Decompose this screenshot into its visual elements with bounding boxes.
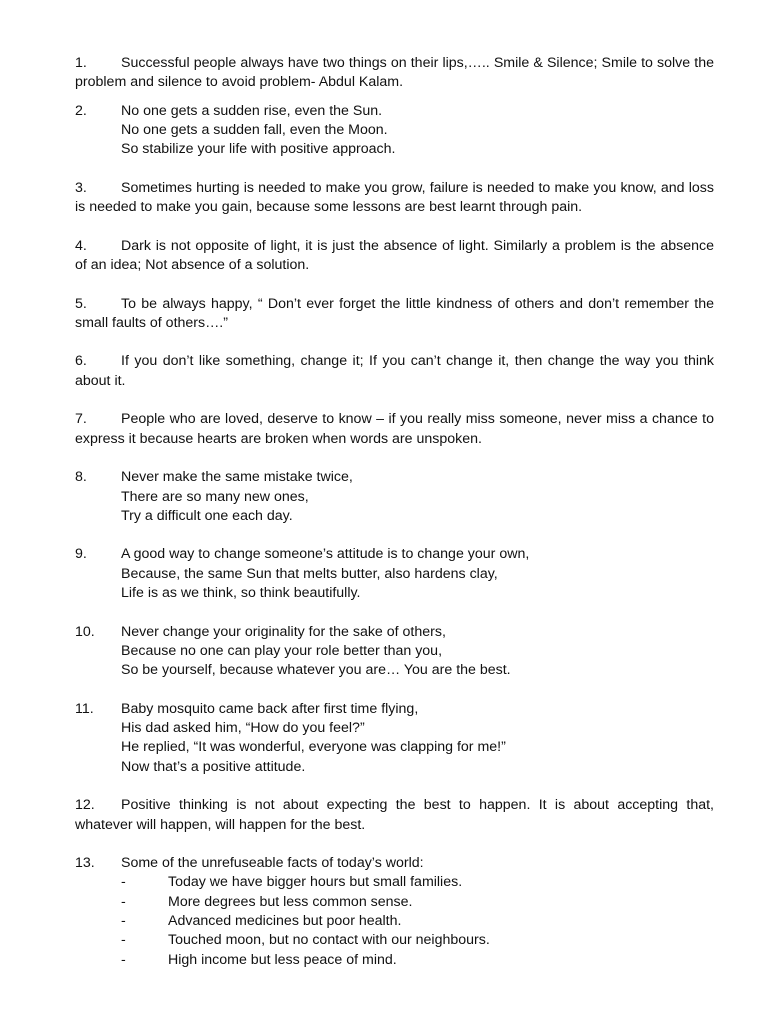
item-line: He replied, “It was wonderful, everyone was clapping for me!” [121, 739, 506, 756]
item-number: 6. [75, 353, 87, 370]
quote-item-8 [75, 468, 714, 526]
item-number: 8. [75, 469, 87, 486]
item-line: Baby mosquito came back after first time flying, [121, 700, 419, 717]
item-line: So be yourself, because whatever you are… You are the best. [121, 662, 511, 679]
quote-item-1 [75, 54, 714, 93]
item-line: No one gets a sudden rise, even the Sun. [121, 102, 383, 119]
item-number: 5. [75, 295, 87, 312]
item-text: Positive thinking is not about expecting the best to happen. It is about accepting that, whatever will happen, will happen for the best. [75, 797, 714, 833]
item-line: There are so many new ones, [121, 488, 309, 505]
item-number: 11. [75, 700, 94, 717]
item-text: To be always happy, “ Don’t ever forget the little kindness of others and don’t remember the small faults of others….” [75, 295, 714, 331]
quote-item-10 [75, 623, 714, 681]
item-text: If you don’t like something, change it; If you can’t change it, then change the way you think about it. [75, 353, 714, 389]
item-line: So stabilize your life with positive approach. [121, 141, 396, 158]
quote-item-7 [75, 410, 714, 449]
item-number: 7. [75, 411, 87, 428]
item-text: Successful people always have two things on their lips,….. Smile & Silence; Smile to solve the problem and silence to avoid problem- Abdul Kalam. [75, 55, 714, 91]
bullet-dash: - [121, 893, 126, 910]
quote-item-13 [75, 854, 714, 970]
item-line: Never make the same mistake twice, [121, 469, 353, 486]
bullet-text: More degrees but less common sense. [168, 893, 413, 910]
item-text: People who are loved, deserve to know – if you really miss someone, never miss a chance to express it because hearts are broken when words are unspoken. [75, 411, 714, 447]
item-line: Life is as we think, so think beautifully. [121, 585, 361, 602]
quote-item-6 [75, 352, 714, 391]
bullet-dash: - [121, 932, 126, 949]
bullet-dash: - [121, 951, 126, 968]
item-line: No one gets a sudden fall, even the Moon. [121, 121, 388, 138]
bullet-text: Touched moon, but no contact with our neighbours. [168, 932, 490, 949]
bullet-text: Advanced medicines but poor health. [168, 913, 402, 930]
item-line: Now that’s a positive attitude. [121, 758, 306, 775]
bullet-item [75, 931, 714, 950]
item-number: 13. [75, 855, 95, 872]
quote-item-12 [75, 796, 714, 835]
bullet-item [75, 912, 714, 931]
quote-item-4 [75, 237, 714, 276]
bullet-item [75, 951, 714, 970]
quote-item-9 [75, 545, 714, 603]
item-line: Because, the same Sun that melts butter, also hardens clay, [121, 565, 498, 582]
item-line: Because no one can play your role better than you, [121, 642, 443, 659]
bullet-text: Today we have bigger hours but small families. [168, 874, 463, 891]
item-number: 2. [75, 102, 87, 119]
quote-item-2 [75, 102, 714, 160]
document-page [75, 54, 714, 989]
item-intro: Some of the unrefuseable facts of today’s world: [121, 855, 424, 872]
bullet-text: High income but less peace of mind. [168, 951, 397, 968]
item-number: 10. [75, 623, 95, 640]
bullet-item [75, 873, 714, 892]
quote-item-11 [75, 700, 714, 777]
item-text: Dark is not opposite of light, it is just the absence of light. Similarly a problem is the absence of an idea; Not absence of a solution. [75, 237, 714, 273]
quote-item-5 [75, 295, 714, 334]
item-line: Never change your originality for the sake of others, [121, 623, 446, 640]
item-number: 3. [75, 179, 87, 196]
bullet-item [75, 893, 714, 912]
item-number: 12. [75, 797, 95, 814]
item-number: 4. [75, 237, 87, 254]
item-line: A good way to change someone’s attitude is to change your own, [121, 546, 530, 563]
bullet-dash: - [121, 913, 126, 930]
item-text: Sometimes hurting is needed to make you grow, failure is needed to make you know, and loss is needed to make you gain, because some lessons are best learnt through pain. [75, 179, 714, 216]
quote-item-3 [75, 179, 714, 218]
bullet-dash: - [121, 874, 126, 891]
item-number: 1. [75, 55, 87, 71]
item-line: Try a difficult one each day. [121, 507, 293, 524]
item-line: His dad asked him, “How do you feel?” [121, 720, 365, 737]
item-number: 9. [75, 546, 87, 563]
